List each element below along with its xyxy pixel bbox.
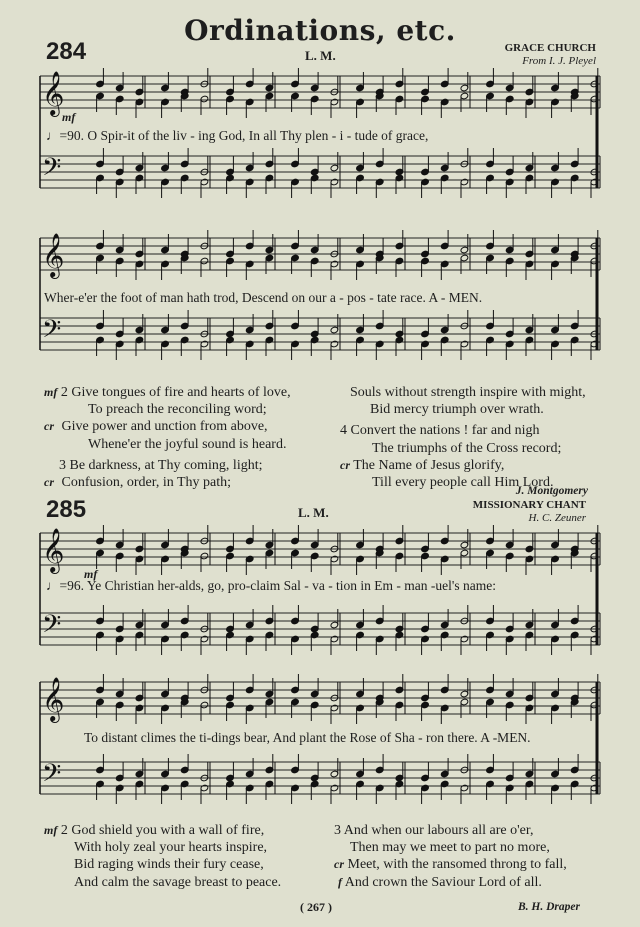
bass-clef-icon: 𝄢 bbox=[42, 315, 62, 350]
section-title: Ordinations, etc. bbox=[184, 14, 456, 47]
bass-clef-icon: 𝄢 bbox=[42, 610, 62, 645]
verse-mark: cr bbox=[44, 419, 54, 434]
verse-line: To preach the reconciling word; bbox=[88, 402, 267, 418]
verse-line: And crown the Saviour Lord of all. bbox=[344, 874, 542, 890]
lyric-text-285-1: Ye Christian her-alds, go, pro-claim Sal - va - tion in Em - man -uel's name: bbox=[86, 578, 496, 593]
dynamic-mark-284: mf bbox=[62, 110, 76, 124]
treble-clef-icon: 𝄞 bbox=[42, 528, 65, 572]
verse-line: Give power and unction from above, bbox=[61, 419, 268, 435]
verse-number: 3 bbox=[59, 457, 66, 473]
verses-284-right bbox=[340, 384, 586, 491]
lyric-text-284-1: O Spir-it of the liv - ing God, In all Thy plen - i - tude of grace, bbox=[87, 128, 429, 143]
lyric-line-285-2: To distant climes the ti-dings bear, And plant the Rose of Sha - ron there. A -MEN. bbox=[84, 730, 531, 745]
verse-line: And calm the savage breast to peace. bbox=[74, 874, 282, 890]
bass-clef-icon: 𝄢 bbox=[42, 153, 62, 188]
page-number: ( 267 ) bbox=[300, 900, 332, 914]
verse-mark: f bbox=[338, 874, 342, 889]
treble-clef-icon: 𝄞 bbox=[42, 677, 65, 721]
verse-number: 4 bbox=[340, 423, 347, 439]
bass-clef-icon: 𝄢 bbox=[42, 759, 62, 794]
verse-mark: cr bbox=[340, 457, 350, 472]
treble-clef-icon: 𝄞 bbox=[42, 71, 65, 115]
verse-mark: cr bbox=[44, 475, 54, 490]
verse-line: Then may we meet to part no more, bbox=[350, 840, 550, 856]
verse-line: Convert the nations ! far and nigh bbox=[350, 423, 540, 439]
verse-mark: mf bbox=[44, 823, 58, 837]
author-284: J. Montgomery bbox=[515, 485, 588, 497]
verse-line: Till every people call Him Lord. bbox=[372, 475, 554, 491]
verse-number: 2 bbox=[60, 823, 68, 838]
verse-line: Confusion, order, in Thy path; bbox=[61, 475, 231, 491]
tune-name-284: GRACE CHURCH bbox=[504, 42, 596, 54]
hymn-number-285: 285 bbox=[46, 496, 87, 523]
verses-284-left bbox=[44, 384, 291, 491]
lyric-line-284-2: Wher-e'er the foot of man hath trod, Descend on our a - pos - tate race. A - MEN. bbox=[44, 290, 483, 305]
verse-line: Bid mercy triumph over wrath. bbox=[370, 402, 544, 418]
treble-clef-icon: 𝄞 bbox=[42, 233, 65, 277]
tune-source-285: H. C. Zeuner bbox=[528, 512, 586, 524]
verses-285-right bbox=[334, 822, 567, 891]
verse-line: Meet, with the ransomed throng to fall, bbox=[347, 857, 567, 873]
verse-mark: cr bbox=[334, 857, 344, 872]
verse-line: The triumphs of the Cross record; bbox=[372, 440, 562, 456]
verse-line: Whene'er the joyful sound is heard. bbox=[88, 436, 287, 452]
verse-mark: mf bbox=[44, 385, 58, 399]
lyric-line-285-1 bbox=[46, 578, 496, 594]
lyric-line-284-1 bbox=[46, 128, 428, 144]
verse-number: 2 bbox=[60, 385, 68, 400]
verse-line: With holy zeal your hearts inspire, bbox=[74, 840, 268, 856]
verse-line: Souls without strength inspire with might, bbox=[350, 385, 586, 400]
verse-line: Give tongues of fire and hearts of love, bbox=[71, 385, 291, 400]
verse-line: Be darkness, at Thy coming, light; bbox=[69, 457, 263, 473]
meter-284: L. M. bbox=[305, 48, 336, 63]
verse-line: And when our labours all are o'er, bbox=[343, 823, 534, 838]
tune-source-284: From I. J. Pleyel bbox=[522, 55, 596, 67]
meter-285: L. M. bbox=[298, 505, 329, 520]
tempo-284: ♩=90. bbox=[46, 128, 84, 143]
author-285: B. H. Draper bbox=[518, 901, 580, 913]
tune-name-285: MISSIONARY CHANT bbox=[472, 499, 586, 511]
verse-line: God shield you with a wall of fire, bbox=[71, 823, 265, 838]
tempo-285: ♩=96. bbox=[46, 578, 84, 593]
verses-285-left bbox=[44, 822, 281, 891]
dynamic-mark-285: mf bbox=[84, 567, 98, 581]
tune-credit-285 bbox=[473, 499, 586, 525]
verse-line: The Name of Jesus glorify, bbox=[353, 457, 505, 473]
verse-line: Bid raging winds their fury cease, bbox=[74, 857, 264, 873]
hymn-number-284: 284 bbox=[46, 38, 87, 65]
verse-number: 3 bbox=[334, 823, 341, 838]
